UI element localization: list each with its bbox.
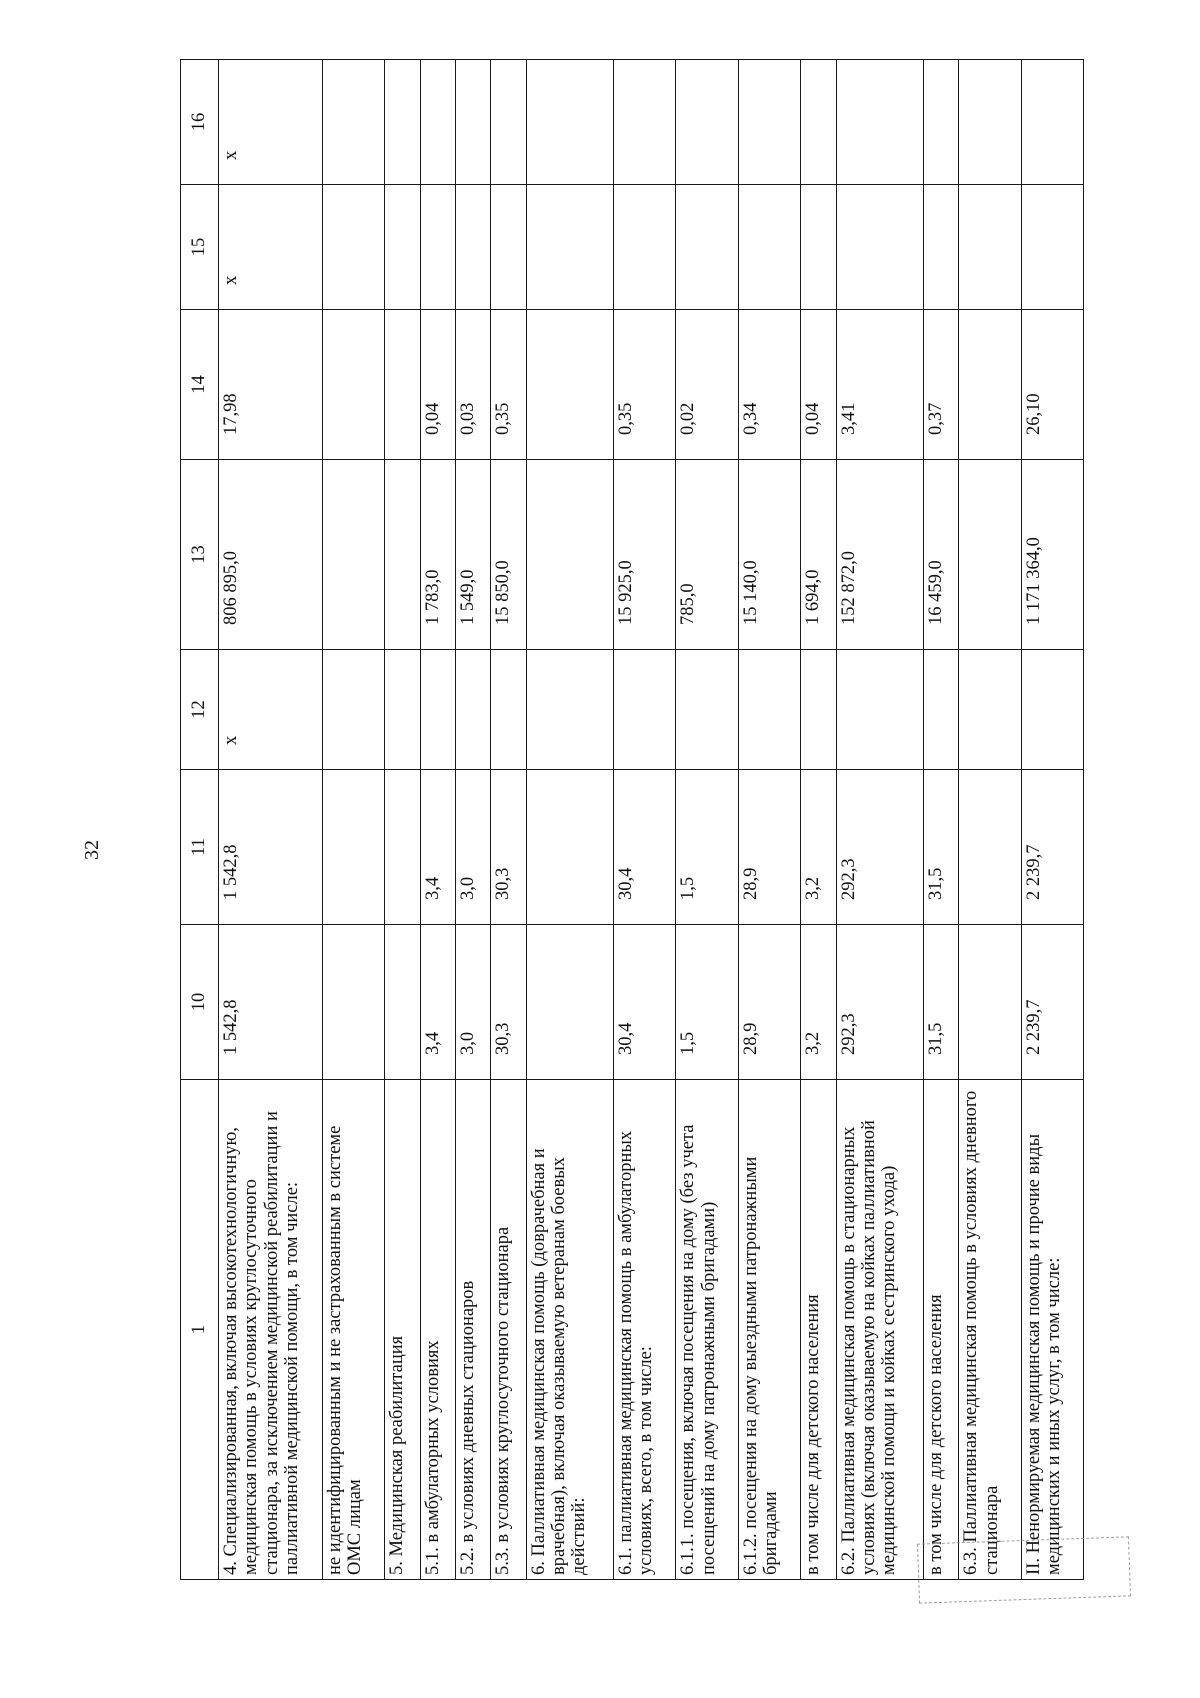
row-label: 5.1. в амбулаторных условиях bbox=[420, 1080, 455, 1580]
table-cell: 2 239,7 bbox=[1021, 770, 1083, 925]
table-cell: 17,98 bbox=[219, 310, 323, 460]
table-cell bbox=[676, 650, 738, 770]
table-cell bbox=[322, 185, 384, 310]
table-row bbox=[836, 60, 923, 1580]
table-cell bbox=[491, 185, 526, 310]
table-cell: 30,4 bbox=[614, 770, 676, 925]
table-cell bbox=[738, 185, 800, 310]
table-cell: 30,3 bbox=[491, 925, 526, 1080]
table-cell bbox=[738, 650, 800, 770]
table-row bbox=[526, 60, 613, 1580]
table-cell bbox=[959, 925, 1021, 1080]
table-cell bbox=[836, 650, 923, 770]
table-cell bbox=[420, 185, 455, 310]
table-cell: 30,4 bbox=[614, 925, 676, 1080]
table-cell: 1 694,0 bbox=[801, 460, 836, 650]
row-label: не идентифицированным и не застрахованным в системе ОМС лицам bbox=[322, 1080, 384, 1580]
table-cell: 0,02 bbox=[676, 310, 738, 460]
table-cell bbox=[738, 60, 800, 185]
table-cell: х bbox=[219, 650, 323, 770]
table-cell bbox=[322, 460, 384, 650]
table-cell: 0,04 bbox=[801, 310, 836, 460]
table-cell bbox=[959, 460, 1021, 650]
table-cell: 1 542,8 bbox=[219, 770, 323, 925]
table-cell bbox=[322, 310, 384, 460]
table-cell bbox=[385, 60, 420, 185]
table-cell: х bbox=[219, 185, 323, 310]
column-header: 10 bbox=[181, 925, 219, 1080]
table-row bbox=[959, 60, 1021, 1580]
table-cell bbox=[420, 650, 455, 770]
table-cell: 16 459,0 bbox=[923, 460, 958, 650]
table-cell: 3,2 bbox=[801, 925, 836, 1080]
table-row bbox=[614, 60, 676, 1580]
table-cell bbox=[614, 185, 676, 310]
table-row bbox=[738, 60, 800, 1580]
row-label: 4. Специализированная, включая высокотехнологичную, медицинская помощь в условиях круглосуточного стационара, за исключением медицинской реабилитации и паллиативной медицинской помощи, в том числе: bbox=[219, 1080, 323, 1580]
table-cell bbox=[614, 650, 676, 770]
table-cell bbox=[959, 185, 1021, 310]
column-header: 14 bbox=[181, 310, 219, 460]
table-cell bbox=[526, 185, 613, 310]
table-cell bbox=[923, 650, 958, 770]
row-label: 6.1. паллиативная медицинская помощь в амбулаторных условиях, всего, в том числе: bbox=[614, 1080, 676, 1580]
table-cell: х bbox=[219, 60, 323, 185]
table-cell: 1,5 bbox=[676, 770, 738, 925]
table-cell: 15 140,0 bbox=[738, 460, 800, 650]
table-cell: 3,41 bbox=[836, 310, 923, 460]
page-number: 32 bbox=[81, 840, 103, 860]
data-table-container bbox=[180, 60, 1084, 1580]
table-cell: 152 872,0 bbox=[836, 460, 923, 650]
table-cell bbox=[385, 770, 420, 925]
table-header-row bbox=[181, 60, 219, 1580]
table-cell bbox=[420, 60, 455, 185]
table-cell bbox=[959, 650, 1021, 770]
table-cell bbox=[491, 60, 526, 185]
table-cell: 0,34 bbox=[738, 310, 800, 460]
table-cell: 15 925,0 bbox=[614, 460, 676, 650]
table-row bbox=[923, 60, 958, 1580]
table-cell bbox=[322, 650, 384, 770]
table-cell: 3,4 bbox=[420, 770, 455, 925]
table-cell bbox=[322, 60, 384, 185]
table-cell bbox=[385, 650, 420, 770]
table-cell bbox=[385, 460, 420, 650]
table-row bbox=[491, 60, 526, 1580]
table-cell bbox=[526, 925, 613, 1080]
column-header: 12 bbox=[181, 650, 219, 770]
table-cell bbox=[526, 310, 613, 460]
table-cell bbox=[959, 770, 1021, 925]
table-cell: 26,10 bbox=[1021, 310, 1083, 460]
table-cell bbox=[456, 60, 491, 185]
table-cell bbox=[959, 310, 1021, 460]
table-cell: 31,5 bbox=[923, 925, 958, 1080]
table-cell: 0,35 bbox=[614, 310, 676, 460]
table-cell bbox=[614, 60, 676, 185]
row-label: 5.2. в условиях дневных стационаров bbox=[456, 1080, 491, 1580]
table-cell: 0,04 bbox=[420, 310, 455, 460]
table-cell: 3,2 bbox=[801, 770, 836, 925]
column-header: 15 bbox=[181, 185, 219, 310]
table-cell: 30,3 bbox=[491, 770, 526, 925]
table-cell: 1 171 364,0 bbox=[1021, 460, 1083, 650]
column-header: 13 bbox=[181, 460, 219, 650]
row-label: 6. Паллиативная медицинская помощь (доврачебная и врачебная), включая оказываемую ветеранам боевых действий: bbox=[526, 1080, 613, 1580]
table-cell: 1 542,8 bbox=[219, 925, 323, 1080]
table-row bbox=[322, 60, 384, 1580]
table-cell bbox=[923, 60, 958, 185]
row-label: 6.1.1. посещения, включая посещения на дому (без учета посещений на дому патронажными бригадами) bbox=[676, 1080, 738, 1580]
table-row bbox=[420, 60, 455, 1580]
table-cell: 3,4 bbox=[420, 925, 455, 1080]
row-label: 5. Медицинская реабилитация bbox=[385, 1080, 420, 1580]
table-cell bbox=[526, 650, 613, 770]
table-cell: 806 895,0 bbox=[219, 460, 323, 650]
stamp-mark bbox=[917, 1536, 1131, 1603]
table-cell: 2 239,7 bbox=[1021, 925, 1083, 1080]
table-cell bbox=[1021, 650, 1083, 770]
table-cell: 0,35 bbox=[491, 310, 526, 460]
row-label: 5.3. в условиях круглосуточного стационара bbox=[491, 1080, 526, 1580]
table-cell bbox=[676, 185, 738, 310]
table-row bbox=[385, 60, 420, 1580]
row-label: в том числе для детского населения bbox=[801, 1080, 836, 1580]
table-cell: 28,9 bbox=[738, 770, 800, 925]
table-cell: 1 549,0 bbox=[456, 460, 491, 650]
column-header: 1 bbox=[181, 1080, 219, 1580]
table-cell bbox=[959, 60, 1021, 185]
table-cell: 1,5 bbox=[676, 925, 738, 1080]
table-cell bbox=[526, 460, 613, 650]
table-cell bbox=[456, 650, 491, 770]
table-cell: 31,5 bbox=[923, 770, 958, 925]
table-cell: 0,37 bbox=[923, 310, 958, 460]
table-cell: 3,0 bbox=[456, 925, 491, 1080]
table-cell bbox=[322, 925, 384, 1080]
table-cell: 0,03 bbox=[456, 310, 491, 460]
table-cell bbox=[676, 60, 738, 185]
table-cell bbox=[385, 185, 420, 310]
table-cell bbox=[491, 650, 526, 770]
table-cell bbox=[801, 650, 836, 770]
table-row bbox=[1021, 60, 1083, 1580]
row-label: в том числе для детского населения bbox=[923, 1080, 958, 1580]
table-cell: 1 783,0 bbox=[420, 460, 455, 650]
table-cell bbox=[526, 60, 613, 185]
table-cell bbox=[836, 60, 923, 185]
table-cell bbox=[801, 60, 836, 185]
table-cell: 28,9 bbox=[738, 925, 800, 1080]
table-row bbox=[219, 60, 323, 1580]
table-cell: 292,3 bbox=[836, 925, 923, 1080]
row-label: 6.1.2. посещения на дому выездными патронажными бригадами bbox=[738, 1080, 800, 1580]
table-cell bbox=[526, 770, 613, 925]
table-cell bbox=[923, 185, 958, 310]
row-label: II. Ненормируемая медицинская помощь и прочие виды медицинских и иных услуг, в том числе: bbox=[1021, 1080, 1083, 1580]
table-cell bbox=[385, 925, 420, 1080]
table-cell bbox=[836, 185, 923, 310]
table-cell bbox=[1021, 185, 1083, 310]
table-cell bbox=[801, 185, 836, 310]
table-row bbox=[801, 60, 836, 1580]
table-row bbox=[456, 60, 491, 1580]
table-cell bbox=[1021, 60, 1083, 185]
column-header: 11 bbox=[181, 770, 219, 925]
table-row bbox=[676, 60, 738, 1580]
table-cell: 785,0 bbox=[676, 460, 738, 650]
row-label: 6.2. Паллиативная медицинская помощь в стационарных условиях (включая оказываемую на койках паллиативной медицинской помощи и койках сестринского ухода) bbox=[836, 1080, 923, 1580]
table-cell bbox=[456, 185, 491, 310]
table-cell bbox=[322, 770, 384, 925]
table-cell: 15 850,0 bbox=[491, 460, 526, 650]
column-header: 16 bbox=[181, 60, 219, 185]
table-cell: 3,0 bbox=[456, 770, 491, 925]
row-label: 6.3. Паллиативная медицинская помощь в условиях дневного стационара bbox=[959, 1080, 1021, 1580]
data-table bbox=[180, 59, 1084, 1580]
table-cell bbox=[385, 310, 420, 460]
table-cell: 292,3 bbox=[836, 770, 923, 925]
